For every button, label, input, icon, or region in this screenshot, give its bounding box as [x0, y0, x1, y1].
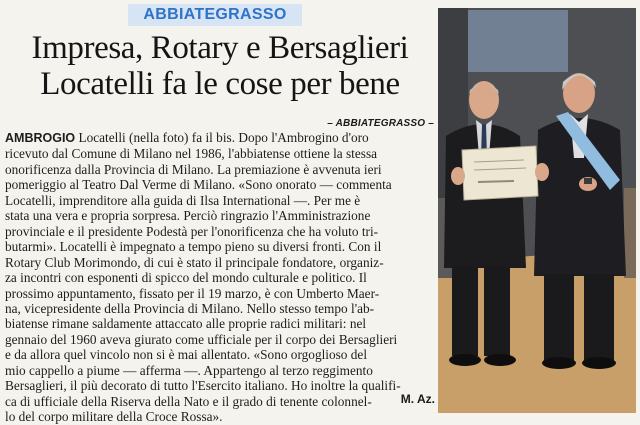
- photo-illustration: [438, 8, 636, 413]
- byline: – ABBIATEGRASSO –: [327, 118, 434, 129]
- body-line: [5, 130, 435, 146]
- certificate: [462, 146, 538, 200]
- body-line-text: lo del corpo militare della Croce Rossa».: [5, 409, 223, 425]
- body-line: [5, 162, 435, 177]
- section-tag-label: ABBIATEGRASSO: [143, 6, 287, 23]
- body-line: [5, 347, 435, 362]
- body-line-text: e da allora quel vincolo non si è mai allentato. «Sono orgoglioso del: [5, 347, 368, 363]
- body-line-text: butarmi». Locatelli è impegnato a tempo pieno su diversi fronti. Con il: [5, 239, 382, 255]
- body-line-text: Rotary Club Morimondo, di cui è stato il principale fondatore, organiz-: [5, 254, 384, 270]
- body-line-text: Locatelli, imprenditore alla guida di Ilsa International —. Per me è: [5, 192, 361, 208]
- lead-name: AMBROGIO: [5, 131, 76, 145]
- body-line-text: prossimo appuntamento, fissato per il 19 marzo, è con Umberto Maer-: [5, 285, 380, 301]
- body-line-text: za incontri con esponenti di spicco del mondo culturale e politico. Il: [5, 270, 367, 286]
- headline-line-1: Impresa, Rotary e Bersaglieri: [31, 30, 409, 66]
- body-line-text: stata una vera e propria sorpresa. Perciò ringrazio l'Amministrazione: [5, 208, 371, 224]
- body-line: [5, 208, 435, 223]
- body-line: [5, 270, 435, 285]
- body-line: [5, 239, 435, 254]
- hand: [451, 167, 465, 185]
- audience-figure: [624, 188, 636, 278]
- body-line-text: biatense rimane saldamente attaccato alle proprie radici militari: nel: [5, 316, 367, 332]
- body-line: [5, 363, 435, 378]
- author-signature: M. Az.: [400, 392, 435, 406]
- body-line-text: mio cappello a piume — afferma —. Appartengo al terzo reggimento: [5, 362, 373, 378]
- body-line-text: Locatelli (nella foto) fa il bis. Dopo l'Ambrogino d'oro: [75, 130, 369, 145]
- article-body: [5, 130, 435, 425]
- headline: [2, 30, 438, 102]
- body-line-text: gennaio del 1960 aveva giurato come ufficiale per il corpo dei Bersaglieri: [5, 331, 398, 347]
- body-line: [5, 255, 435, 270]
- body-line: [5, 332, 435, 347]
- body-line: [5, 286, 435, 301]
- body-line: [5, 193, 435, 208]
- body-line: [5, 177, 435, 192]
- award-ceremony-photo: [438, 8, 636, 413]
- section-tag: [128, 4, 302, 26]
- body-line-text: provinciale e il presidente Podestà per l'onorificenza che ha voluto tri-: [5, 223, 379, 239]
- hand: [535, 163, 549, 181]
- body-line: [5, 301, 435, 316]
- body-line-text: Bersaglieri, il più decorato di tutto l'Esercito italiano. Ho inoltre la qualifi-: [5, 378, 401, 394]
- body-line-text: ricevuto dal Comune di Milano nel 1986, l'abbiatense ottiene la stessa: [5, 146, 378, 162]
- body-line-text: ca di ufficiale della Riserva della Nato e il grado di tenente colonnel-: [5, 393, 372, 409]
- body-line: [5, 316, 435, 331]
- body-line: [5, 224, 435, 239]
- medal-box: [584, 178, 592, 184]
- headline-line-2: Locatelli fa le cose per bene: [40, 66, 400, 102]
- body-line-text: pomeriggio al Teatro Dal Verme di Milano. «Sono onorato — commenta: [5, 177, 392, 193]
- body-line-text: onorificenza dalla Provincia di Milano. La premiazione è avvenuta ieri: [5, 161, 382, 177]
- body-line: [5, 146, 435, 161]
- stage-screen: [468, 10, 568, 72]
- body-line-text: na, vicepresidente della Provincia di Milano. Nello stesso tempo l'ab-: [5, 300, 375, 316]
